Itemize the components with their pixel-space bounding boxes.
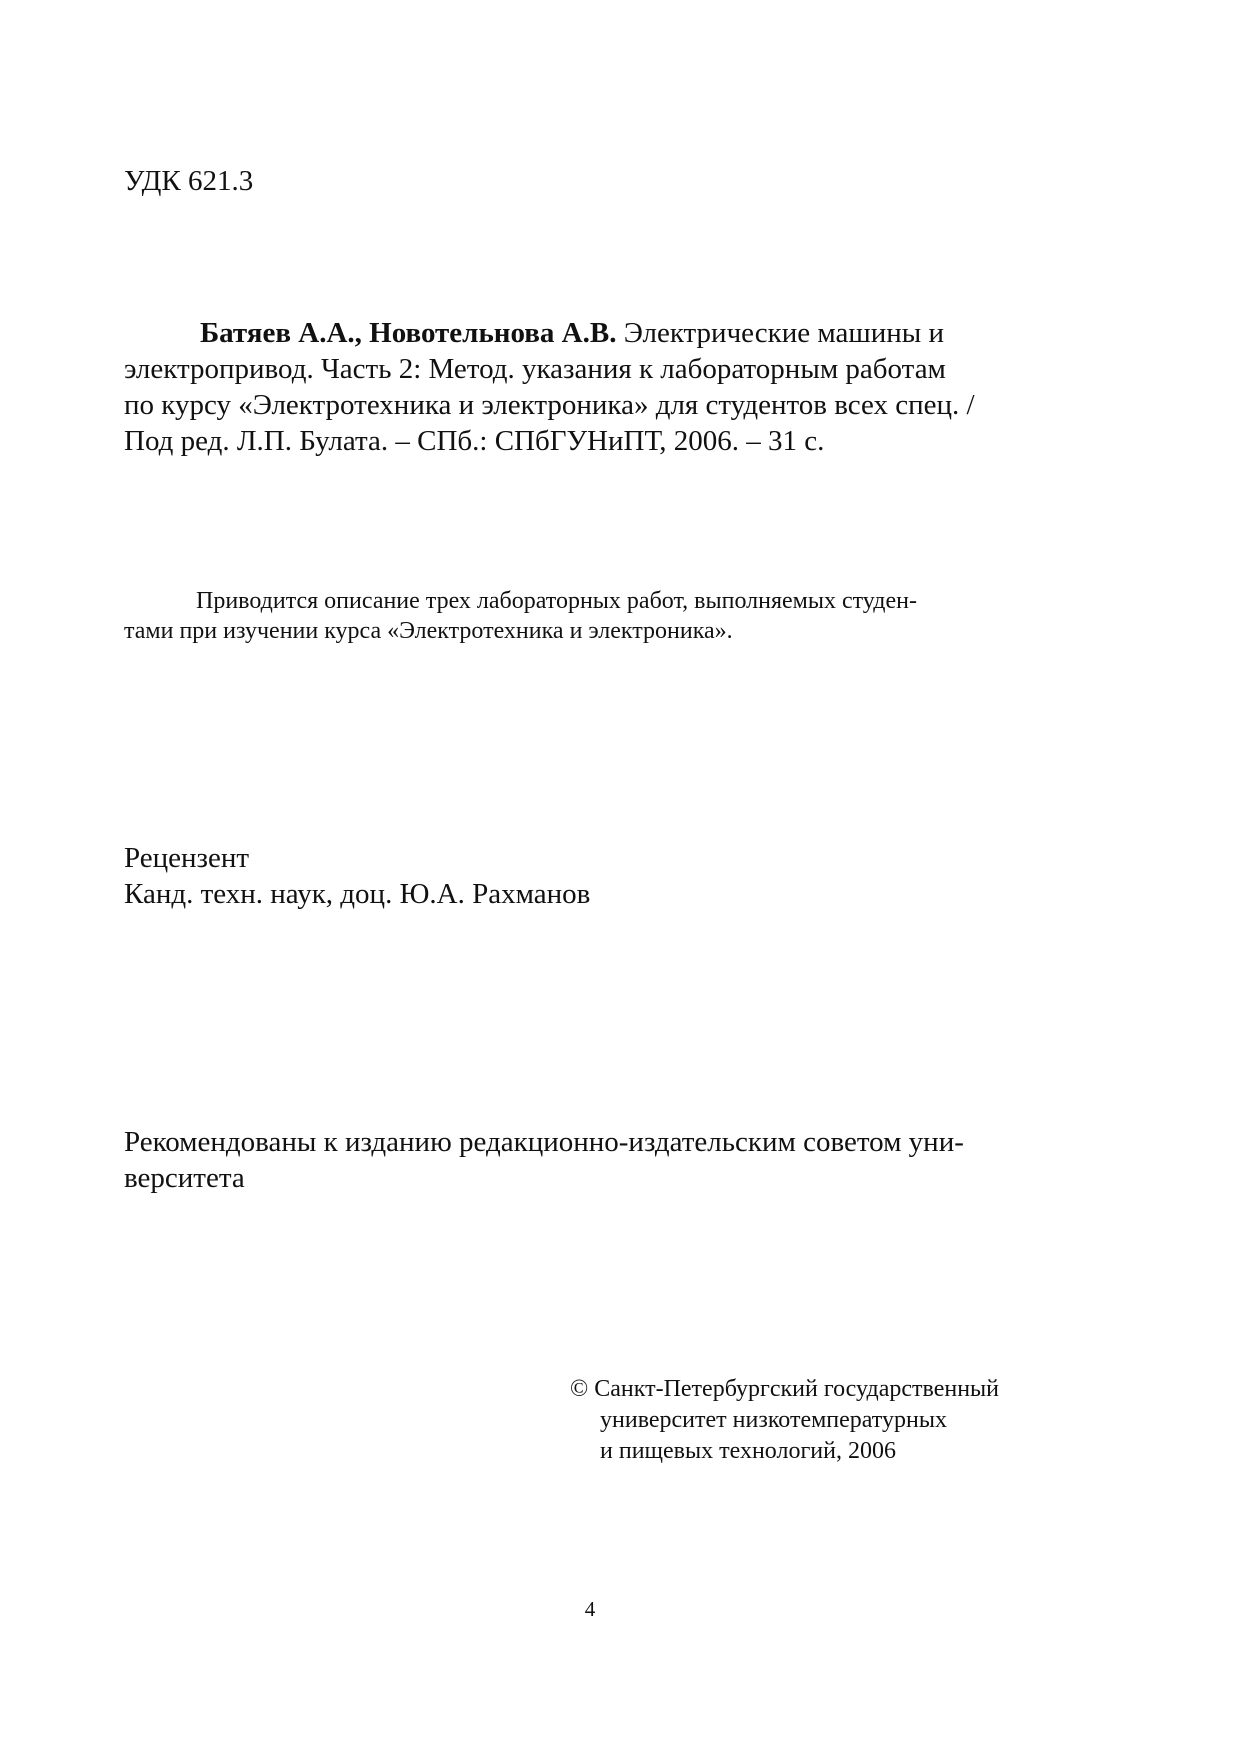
biblio-line-2: электропривод. Часть 2: Метод. указания к лабораторным работам xyxy=(124,353,946,385)
copyright-notice xyxy=(570,1374,999,1467)
annotation xyxy=(124,586,917,646)
biblio-authors: Батяев А.А., Новотельнова А.В. xyxy=(200,317,617,349)
page-number: 4 xyxy=(584,1597,596,1621)
annotation-line-2: тами при изучении курса «Электротехника и электроника». xyxy=(124,618,733,644)
biblio-title-start: Электрические машины и xyxy=(616,317,945,349)
reviewer-name: Канд. техн. наук, доц. Ю.А. Рахманов xyxy=(124,878,591,910)
udk-code: УДК 621.3 xyxy=(124,165,254,197)
biblio-line-1 xyxy=(124,315,975,351)
copyright-line-1: © Санкт-Петербургский государственный xyxy=(570,1376,999,1402)
biblio-line-3: по курсу «Электротехника и электроника» для студентов всех спец. / xyxy=(124,389,975,421)
recommendation-note xyxy=(124,1124,964,1196)
copyright-line-2: университет низкотемпературных xyxy=(600,1407,947,1433)
bibliographic-record xyxy=(124,315,975,459)
recommendation-line-1: Рекомендованы к изданию редакционно-издательским советом уни- xyxy=(124,1126,964,1158)
annotation-line-1: Приводится описание трех лабораторных работ, выполняемых студен- xyxy=(196,588,917,614)
biblio-line-4: Под ред. Л.П. Булата. – СПб.: СПбГУНиПТ, 2006. – 31 с. xyxy=(124,425,825,457)
recommendation-line-2: верситета xyxy=(124,1162,245,1194)
copyright-line-3: и пищевых технологий, 2006 xyxy=(600,1438,896,1464)
reviewer-heading: Рецензент xyxy=(124,842,250,874)
reviewer-section xyxy=(124,840,590,912)
